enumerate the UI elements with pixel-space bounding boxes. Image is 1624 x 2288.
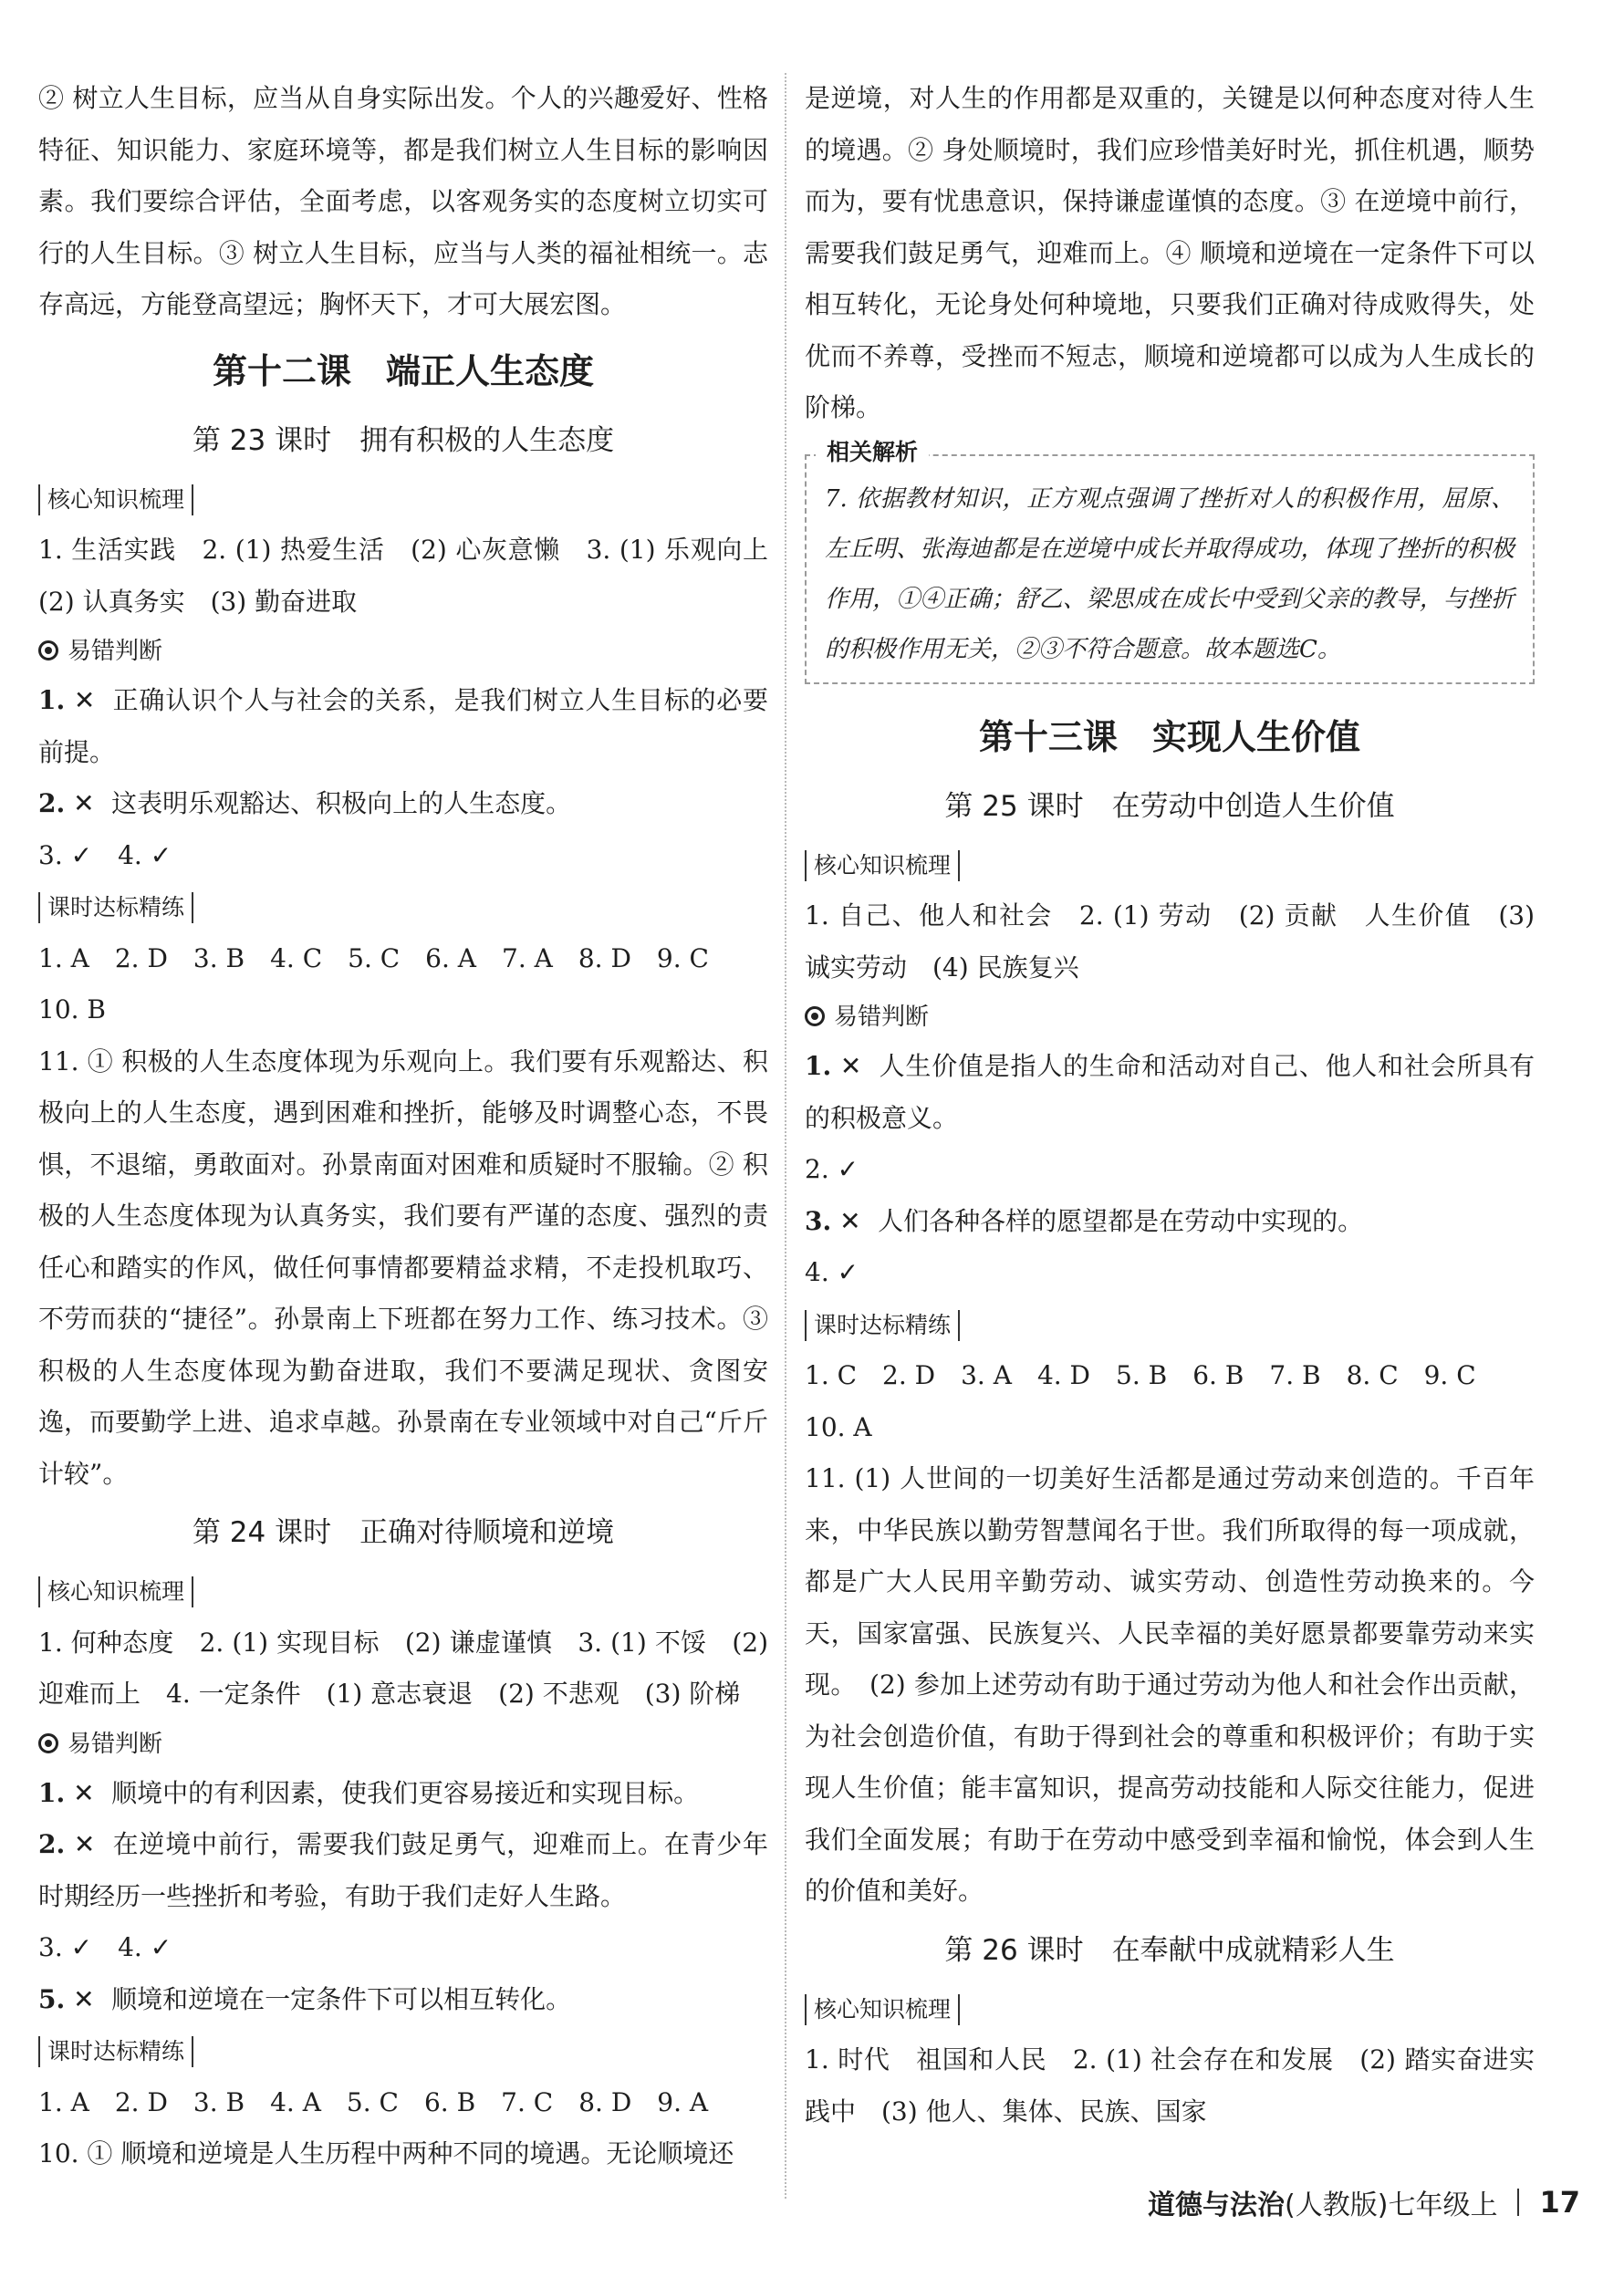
error-judgement-heading: 易错判断 xyxy=(38,1721,768,1768)
core-knowledge-label: 核心知识梳理 xyxy=(805,850,960,881)
p25-core-answers: 1. 自己、他人和社会 2. (1) 劳动 (2) 贡献 人生价值 (3) 诚实劳动 (4) 民族复兴 xyxy=(805,900,1535,983)
column-divider xyxy=(785,73,786,2199)
period-25-title: 第 25 课时 在劳动中创造人生价值 xyxy=(944,789,1395,823)
practice-label: 课时达标精练 xyxy=(805,1310,960,1341)
p23-core-answers: 1. 生活实践 2. (1) 热爱生活 (2) 心灰意懒 3. (1) 乐观向上 (2) 认真务实 (3) 勤奋进取 xyxy=(38,535,795,617)
p24-judge-1: 1. ✕ 顺境中的有利因素，使我们更容易接近和实现目标。 xyxy=(38,1768,768,1820)
circle-bullet-icon xyxy=(38,1733,58,1753)
lesson-13-title: 第十三课 实现人生价值 xyxy=(978,716,1360,757)
circle-bullet-icon xyxy=(805,1006,825,1026)
p25-answer-10: 10. A xyxy=(805,1411,872,1442)
p24-judge-5: 5. ✕ 顺境和逆境在一定条件下可以相互转化。 xyxy=(38,1974,768,2026)
period-23-title: 第 23 课时 拥有积极的人生态度 xyxy=(192,423,615,457)
core-knowledge-label: 核心知识梳理 xyxy=(805,1994,960,2025)
p24-core-answers: 1. 何种态度 2. (1) 实现目标 (2) 谦虚谨慎 3. (1) 不馁 (2) 迎难而上 4. 一定条件 (1) 意志衰退 (2) 不悲观 (3) 阶梯 xyxy=(38,1627,768,1709)
analysis-title: 相关解析 xyxy=(816,436,929,469)
footer-edition: (人教版)七年级上 xyxy=(1285,2189,1498,2221)
p23-judge-2: 2. ✕ 这表明乐观豁达、积极向上的人生态度。 xyxy=(38,778,768,830)
p23-judge-3-4: 3. ✓ 4. ✓ xyxy=(38,839,172,870)
practice-label: 课时达标精练 xyxy=(38,2036,193,2067)
p24-judge-3-4: 3. ✓ 4. ✓ xyxy=(38,1932,172,1962)
core-knowledge-label: 核心知识梳理 xyxy=(38,1576,193,1607)
cross-icon: ✕ xyxy=(73,1829,96,1859)
p23-judge-1: 1. ✕ 正确认识个人与社会的关系，是我们树立人生目标的必要前提。 xyxy=(38,675,768,778)
cross-icon: ✕ xyxy=(839,1205,861,1236)
error-judgement-heading: 易错判断 xyxy=(38,628,768,675)
right-column xyxy=(805,73,1535,2137)
error-judgement-heading: 易错判断 xyxy=(805,993,1535,1041)
p25-judge-3: 3. ✕ 人们各种各样的愿望都是在劳动中实现的。 xyxy=(805,1196,1535,1248)
p23-choice-answers: 1. A 2. D 3. B 4. C 5. C 6. A 7. A 8. D 9. C xyxy=(38,942,709,973)
p25-judge-4: 4. ✓ xyxy=(805,1257,859,1287)
p25-choice-answers: 1. C 2. D 3. A 4. D 5. B 6. B 7. B 8. C 9. C xyxy=(805,1360,1476,1390)
cross-icon: ✕ xyxy=(839,1051,862,1081)
page-number: 17 xyxy=(1539,2185,1580,2220)
p24-question-10: 10. ① 顺境和逆境是人生历程中两种不同的境遇。无论顺境还 xyxy=(38,2138,734,2168)
analysis-text: 7. 依据教材知识，正方观点强调了挫折对人的积极作用，屈原、左丘明、张海迪都是在逆境中成长并取得成功，体现了挫折的积极作用，①④正确；舒乙、梁思成在成长中受到父亲的教导，与挫折的积极作用无关，②③不符合题意。故本题选C。 xyxy=(825,484,1515,663)
practice-label: 课时达标精练 xyxy=(38,892,193,923)
p25-judge-1: 1. ✕ 人生价值是指人的生命和活动对自己、他人和社会所具有的积极意义。 xyxy=(805,1041,1535,1144)
continued-paragraph: 是逆境，对人生的作用都是双重的，关键是以何种态度对待人生的境遇。② 身处顺境时，我们应珍惜美好时光，抓住机遇，顺势而为，要有忧患意识，保持谦虚谨慎的态度。③ 在逆境中前行，需要我们鼓足勇气，迎难而上。④ 顺境和逆境在一定条件下可以相互转化，无论身处何种境地，只要我们正确对待成败得失，处优而不养尊，受挫而不短志，顺境和逆境都可以成为人生成长的阶梯。 xyxy=(805,83,1535,422)
p25-question-11: 11. (1) 人世间的一切美好生活都是通过劳动来创造的。千百年来，中华民族以勤劳智慧闻名于世。我们所取得的每一项成就，都是广大人民用辛勤劳动、诚实劳动、创造性劳动换来的。今天，国家富强、民族复兴、人民幸福的美好愿景都要靠劳动来实现。 (2) 参加上述劳动有助于通过劳动为他人和社会作出贡献，为社会创造价值，有助于得到社会的尊重和积极评价；有助于实现人生价值；能丰富知识，提高劳动技能和人际交往能力，促进我们全面发展；有助于在劳动中感受到幸福和愉悦，体会到人生的价值和美好。 xyxy=(805,1463,1535,1906)
period-24-title: 第 24 课时 正确对待顺境和逆境 xyxy=(192,1516,615,1549)
related-analysis-box xyxy=(805,438,1535,684)
p26-core-answers: 1. 时代 祖国和人民 2. (1) 社会存在和发展 (2) 踏实奋进实践中 (3) 他人、集体、民族、国家 xyxy=(805,2044,1535,2127)
cross-icon: ✕ xyxy=(73,1983,95,2014)
period-26-title: 第 26 课时 在奉献中成就精彩人生 xyxy=(944,1933,1395,1967)
p25-judge-2: 2. ✓ xyxy=(805,1154,859,1184)
footer-separator xyxy=(1517,2189,1519,2216)
cross-icon: ✕ xyxy=(73,685,96,715)
circle-bullet-icon xyxy=(38,640,58,660)
p24-judge-2: 2. ✕ 在逆境中前行，需要我们鼓足勇气，迎难而上。在青少年时期经历一些挫折和考验，有助于我们走好人生路。 xyxy=(38,1819,768,1922)
cross-icon: ✕ xyxy=(73,1777,95,1808)
left-column xyxy=(38,73,795,2180)
core-knowledge-label: 核心知识梳理 xyxy=(38,484,193,515)
cross-icon: ✕ xyxy=(73,788,95,818)
lesson-12-title: 第十二课 端正人生态度 xyxy=(212,350,594,391)
footer-subject: 道德与法治 xyxy=(1148,2189,1286,2221)
p23-answer-10: 10. B xyxy=(38,994,107,1024)
p24-choice-answers: 1. A 2. D 3. B 4. A 5. C 6. B 7. C 8. D 9. A xyxy=(38,2086,709,2117)
p23-question-11: 11. ① 积极的人生态度体现为乐观向上。我们要有乐观豁达、积极向上的人生态度，遇到困难和挫折，能够及时调整心态，不畏惧，不退缩，勇敢面对。孙景南面对困难和质疑时不服输。② 积极的人生态度体现为认真务实，我们要有严谨的态度、强烈的责任心和踏实的作风，做任何事情都要精益求精，不走投机取巧、不劳而获的“捷径”。孙景南上下班都在努力工作、练习技术。③ 积极的人生态度体现为勤奋进取，我们不要满足现状、贪图安逸，而要勤学上进、追求卓越。孙景南在专业领域中对自己“斤斤计较”。 xyxy=(38,1045,768,1489)
page-footer xyxy=(1148,2182,1580,2222)
intro-paragraph: ② 树立人生目标，应当从自身实际出发。个人的兴趣爱好、性格特征、知识能力、家庭环境等，都是我们树立人生目标的影响因素。我们要综合评估，全面考虑，以客观务实的态度树立切实可行的人生目标。③ 树立人生目标，应当与人类的福祉相统一。志存高远，方能登高望远；胸怀天下，才可大展宏图。 xyxy=(38,83,768,319)
